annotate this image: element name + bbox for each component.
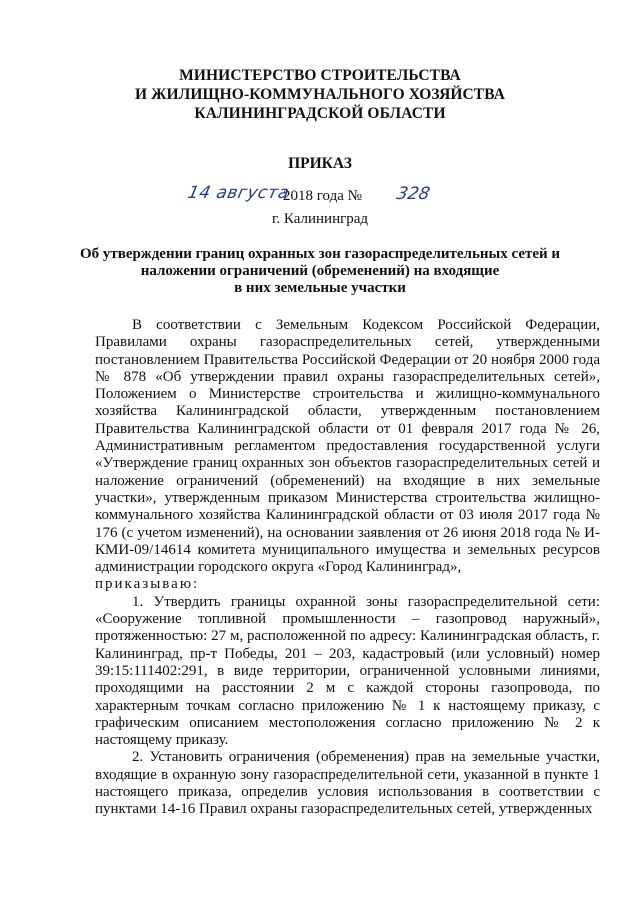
order-title: ПРИКАЗ	[288, 155, 352, 172]
year-text: 2018 года №	[283, 188, 362, 204]
clause-2-paragraph: 2. Установить ограничения (обременения) прав на земельные участки, входящие в охранную зону газораспределительной сети, указанной в пункте 1 настоящего приказа, определив условия использования в соответствии с пунктами 14-16 Правил охраны газораспределительных сетей, утвержденных	[95, 749, 600, 818]
city: г. Калининград	[271, 211, 369, 227]
order-body	[95, 317, 600, 819]
title-line-2: наложении ограничений (обременений) на входящие	[140, 263, 500, 279]
ministry-header	[0, 66, 640, 123]
title-line-3: в них земельные участки	[234, 280, 406, 296]
date-line	[0, 183, 640, 210]
order-subject-title	[0, 246, 640, 297]
title-line-1: Об утверждении границ охранных зон газораспределительных сетей и	[79, 246, 561, 262]
order-command: приказываю:	[95, 576, 200, 593]
handwritten-date: 14 августа	[185, 183, 292, 203]
header-line-3: КАЛИНИНГРАДСКОЙ ОБЛАСТИ	[194, 105, 446, 122]
preamble-text: В соответствии с Земельным Кодексом Российской Федерации, Правилами охраны газораспределительных сетей, утвержденными постановлением Правительства Российской Федерации от 20 ноября 2000 года № 878 «Об утверждении правил охраны газораспределительных сетей», Положением о Министерстве строительства и жилищно-коммунального хозяйства Калининградской области, утвержденным постановлением Правительства Калининградской области от 01 февраля 2017 года № 26, Административным регламентом предоставления государственной услуги «Утверждение границ охранных зон объектов газораспределительных сетей и наложение ограничений (обременений) на входящие в них земельные участки», утвержденным приказом Министерства строительства жилищно-коммунального хозяйства Калининградской области от 03 июля 2017 года № 176 (с учетом изменений), на основании заявления от 26 июня 2018 года № И-КМИ-09/14614 комитета муниципального имущества и земельных ресурсов администрации городского округа «Город Калининград»,	[95, 317, 600, 576]
header-line-2: И ЖИЛИЩНО-КОММУНАЛЬНОГО ХОЗЯЙСТВА	[134, 86, 506, 103]
preamble-paragraph	[95, 317, 600, 594]
header-line-1: МИНИСТЕРСТВО СТРОИТЕЛЬСТВА	[179, 67, 461, 84]
handwritten-order-number: 328	[394, 184, 432, 204]
clause-1-paragraph: 1. Утвердить границы охранной зоны газораспределительной сети: «Сооружение топливной промышленности – газопровод наружный», протяженностью: 27 м, расположенной по адресу: Калининградская область, г. Калининград, пр-т Победы, 201 – 203, кадастровый (или условный) номер 39:15:111402:291, в виде территории, ограниченной условными линиями, проходящими на расстоянии 2 м с каждой стороны газопровода, по характерным точкам согласно приложению № 1 к настоящему приказу, с графическим описанием местоположения согласно приложению № 2 к настоящему приказу.	[95, 593, 600, 749]
